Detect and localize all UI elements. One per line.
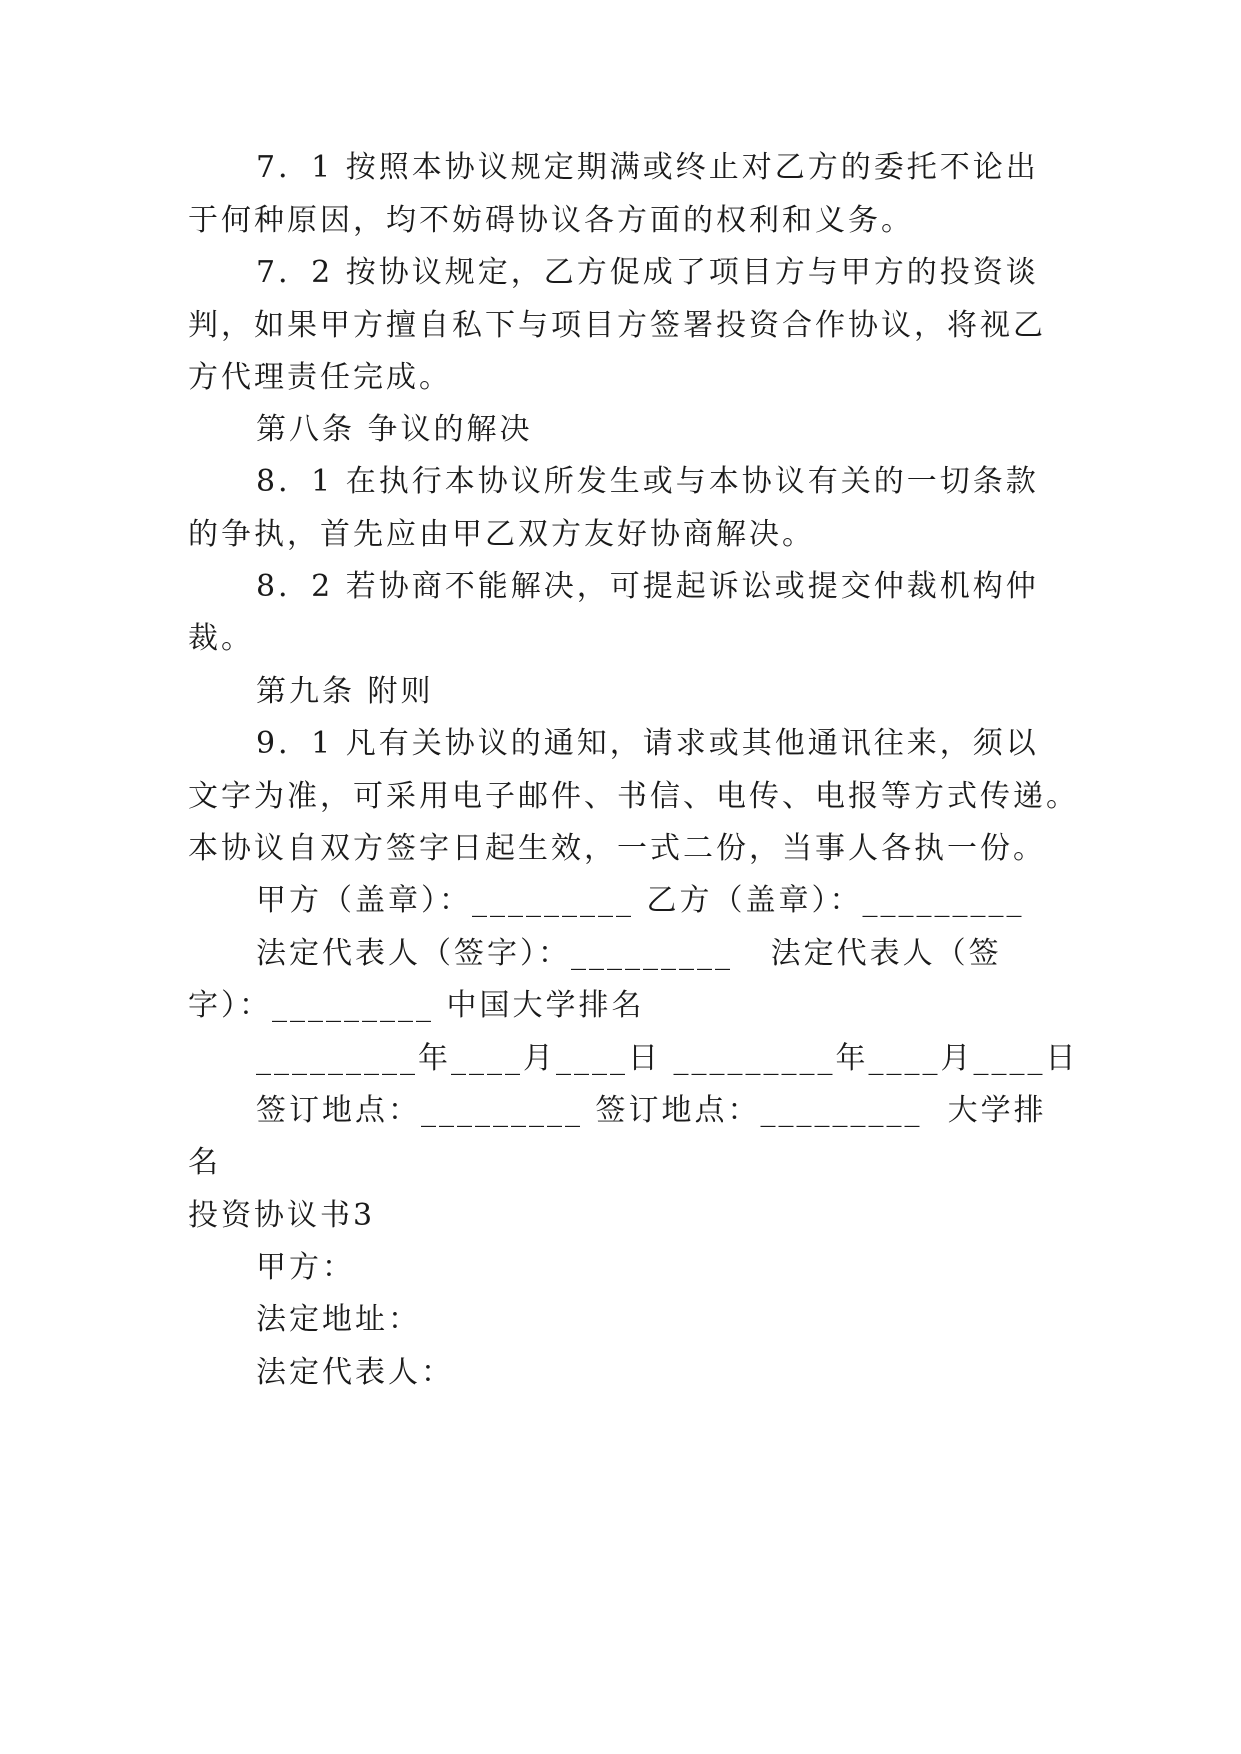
clause-7-1-line-1: 7．1 按照本协议规定期满或终止对乙方的委托不论出 (256, 150, 1039, 185)
signing-place-line-1: 签订地点：_________ 签订地点：_________ 大学排 (256, 1093, 1047, 1128)
section-title: 投资协议书3 (188, 1198, 376, 1233)
clause-8-1-line-1: 8．1 在执行本协议所发生或与本协议有关的一切条款 (256, 464, 1039, 499)
clause-8-2-line-1: 8．2 若协商不能解决，可提起诉讼或提交仲裁机构仲 (256, 569, 1039, 604)
article-9-heading: 第九条 附则 (256, 674, 434, 709)
clause-9-1-line-3: 本协议自双方签字日起生效，一式二份，当事人各执一份。 (188, 831, 1046, 866)
clause-9-1-line-2: 文字为准，可采用电子邮件、书信、电传、电报等方式传递。 (188, 779, 1079, 814)
signing-place-line-2: 名 (188, 1145, 221, 1180)
legal-address-label: 法定地址： (256, 1302, 421, 1337)
article-8-heading: 第八条 争议的解决 (256, 412, 533, 447)
clause-7-2-line-1: 7．2 按协议规定，乙方促成了项目方与甲方的投资谈 (256, 255, 1039, 290)
seal-line: 甲方（盖章）：_________ 乙方（盖章）：_________ (256, 883, 1025, 918)
clause-7-2-line-3: 方代理责任完成。 (188, 360, 452, 395)
clause-8-1-line-2: 的争执，首先应由甲乙双方友好协商解决。 (188, 517, 815, 552)
date-line: _________年____月____日 _________年____月____日 (256, 1041, 1079, 1076)
representative-line-1: 法定代表人（签字）：_________ 法定代表人（签 (256, 936, 1002, 971)
clause-8-2-line-2: 裁。 (188, 621, 254, 656)
clause-7-2-line-2: 判，如果甲方擅自私下与项目方签署投资合作协议，将视乙 (188, 308, 1046, 343)
clause-7-1-line-2: 于何种原因，均不妨碍协议各方面的权利和义务。 (188, 203, 914, 238)
legal-representative-label: 法定代表人： (256, 1355, 454, 1390)
clause-9-1-line-1: 9．1 凡有关协议的通知，请求或其他通讯往来，须以 (256, 726, 1039, 761)
party-a-label: 甲方： (256, 1250, 355, 1285)
representative-line-2: 字）：_________ 中国大学排名 (188, 988, 645, 1023)
